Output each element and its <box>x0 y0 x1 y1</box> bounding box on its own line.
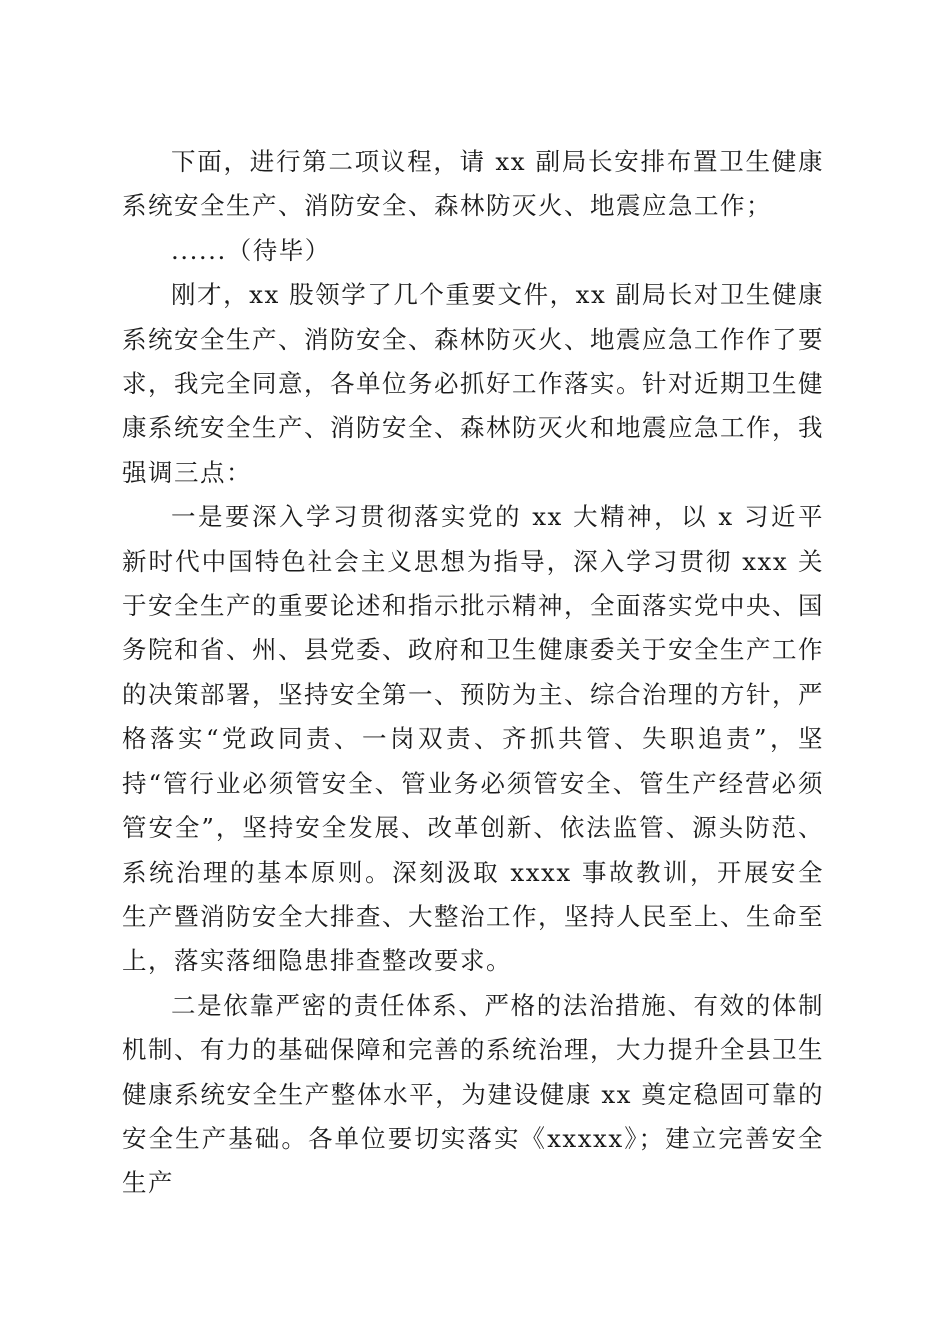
paragraph-summary: 刚才，xx 股领学了几个重要文件，xx 副局长对卫生健康系统安全生产、消防安全、森林防灭火、地震应急工作作了要求，我完全同意，各单位务必抓好工作落实。针对近期卫生健康系统安全生产、消防安全、森林防灭火和地震应急工作，我强调三点： <box>122 280 824 487</box>
paragraph-pending: ......（待毕） <box>171 235 331 265</box>
paragraph-point-two: 二是依靠严密的责任体系、严格的法治措施、有效的体制机制、有力的基础保障和完善的系统治理，大力提升全县卫生健康系统安全生产整体水平，为建设健康 xx 奠定稳固可靠的安全生产基础。各单位要切实落实《xxxxx》；建立完善安全生产 <box>122 990 824 1198</box>
paragraph-point-one: 一是要深入学习贯彻落实党的 xx 大精神，以 x 习近平新时代中国特色社会主义思想为指导，深入学习贯彻 xxx 关于安全生产的重要论述和指示批示精神，全面落实党中央、国务院和省、州、县党委、政府和卫生健康委关于安全生产工作的决策部署，坚持安全第一、预防为主、综合治理的方针，严格落实“党政同责、一岗双责、齐抓共管、失职追责”，坚持“管行业必须管安全、管业务必须管安全、管生产经营必须管安全”，坚持安全发展、改革创新、依法监管、源头防范、系统治理的基本原则。深刻汲取 xxxx 事故教训，开展安全生产暨消防安全大排查、大整治工作，坚持人民至上、生命至上，落实落细隐患排查整改要求。 <box>122 502 824 976</box>
document-body <box>122 140 824 1206</box>
paragraph-agenda: 下面，进行第二项议程，请 xx 副局长安排布置卫生健康系统安全生产、消防安全、森林防灭火、地震应急工作； <box>122 147 824 221</box>
